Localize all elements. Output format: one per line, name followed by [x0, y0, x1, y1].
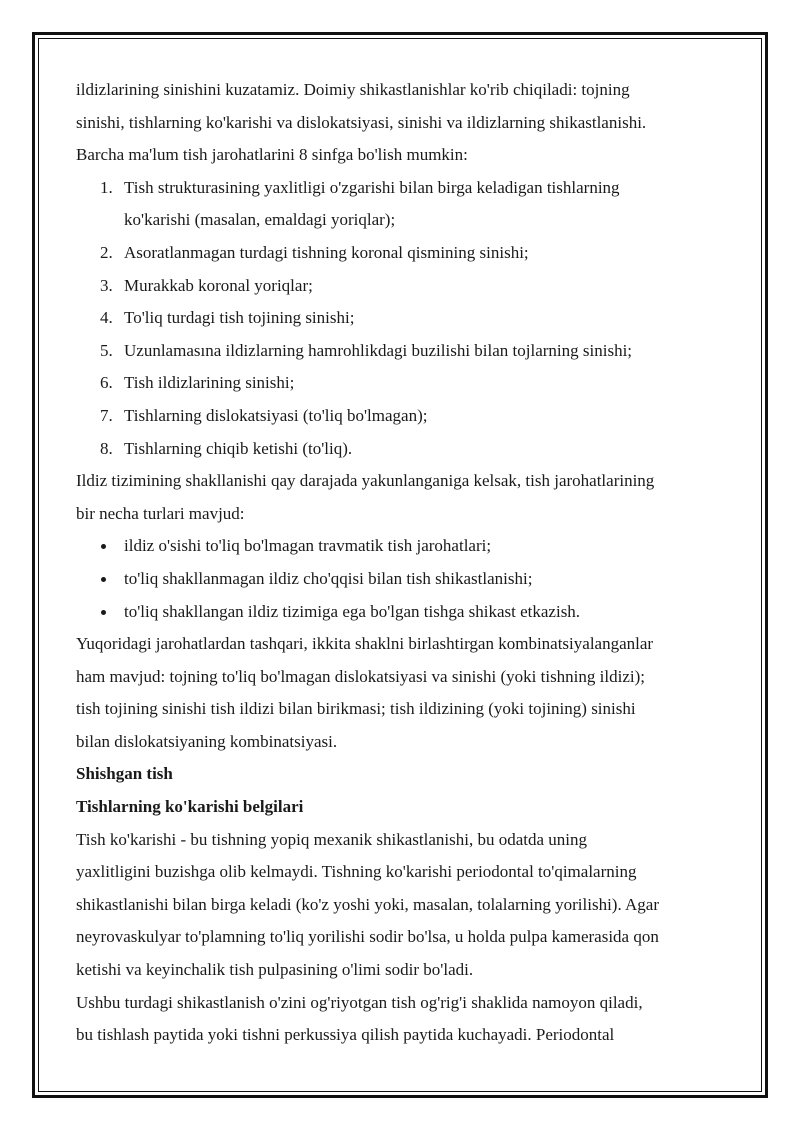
list-item [76, 433, 736, 466]
list-item [76, 530, 736, 563]
list-number: 7. [100, 405, 113, 425]
text-line: sinishi, tishlarning ko'karishi va dislokatsiyasi, sinishi va ildizlarning shikastlanishi. [76, 112, 647, 132]
list-item-text: ildiz o'sishi to'liq bo'lmagan travmatik tish jarohatlari; [124, 536, 492, 556]
list-item-text: Tishlarning dislokatsiyasi (to'liq bo'lmagan); [124, 405, 428, 425]
text-line: yaxlitligini buzishga olib kelmaydi. Tishning ko'karishi periodontal to'qimalarning [76, 862, 637, 882]
list-item-text: Murakkab koronal yoriqlar; [124, 275, 313, 295]
bullet-icon [101, 610, 106, 615]
subsection-heading: Tishlarning ko'karishi belgilari [76, 797, 304, 817]
paragraph-intro [76, 74, 736, 172]
text-line: Tish ko'karishi - bu tishning yopiq mexanik shikastlanishi, bu odatda uning [76, 829, 588, 849]
paragraph-root-formation [76, 465, 736, 530]
list-item [76, 596, 736, 629]
list-item-text: To'liq turdagi tish tojining sinishi; [124, 308, 355, 328]
list-number: 4. [100, 308, 113, 328]
text-line: tish tojining sinishi tish ildizi bilan birikmasi; tish ildizining (yoki tojining) sinishi [76, 699, 636, 719]
list-item-text: Tish strukturasining yaxlitligi o'zgarishi bilan birga keladigan tishlarning [124, 177, 620, 197]
bullet-icon [101, 577, 106, 582]
paragraph-symptoms [76, 987, 736, 1052]
section-heading: Shishgan tish [76, 764, 173, 784]
list-item [76, 400, 736, 433]
list-item [76, 563, 736, 596]
injury-classes-list [76, 172, 736, 465]
list-item [76, 335, 736, 368]
list-item-text: to'liq shakllangan ildiz tizimiga ega bo'lgan tishga shikast etkazish. [124, 601, 581, 621]
list-item-text: Tishlarning chiqib ketishi (to'liq). [124, 438, 353, 458]
list-number: 1. [100, 177, 113, 197]
text-line: bilan dislokatsiyaning kombinatsiyasi. [76, 731, 338, 751]
list-number: 5. [100, 340, 113, 360]
bullet-icon [101, 544, 106, 549]
list-number: 8. [100, 438, 113, 458]
injury-types-list [76, 530, 736, 628]
text-line: neyrovaskulyar to'plamning to'liq yorilishi sodir bo'lsa, u holda pulpa kamerasida qon [76, 927, 659, 947]
text-line: Yuqoridagi jarohatlardan tashqari, ikkita shaklni birlashtirgan kombinatsiyalanganlar [76, 634, 654, 654]
list-item [76, 270, 736, 303]
list-number: 3. [100, 275, 113, 295]
text-line: bir necha turlari mavjud: [76, 503, 245, 523]
text-line: shikastlanishi bilan birga keladi (ko'z yoshi yoki, masalan, tolalarning yorilishi). Agar [76, 894, 660, 914]
document-body [76, 74, 736, 1052]
list-item [76, 237, 736, 270]
list-item [76, 367, 736, 400]
list-item-text: to'liq shakllanmagan ildiz cho'qqisi bilan tish shikastlanishi; [124, 568, 533, 588]
list-item-text: Tish ildizlarining sinishi; [124, 373, 295, 393]
list-item [76, 302, 736, 335]
list-item-text: Uzunlamasına ildizlarning hamrohlikdagi buzilishi bilan tojlarning sinishi; [124, 340, 633, 360]
text-line: ham mavjud: tojning to'liq bo'lmagan dislokatsiyasi va sinishi (yoki tishning ildizi); [76, 666, 645, 686]
list-item-text: Asoratlanmagan turdagi tishning koronal qismining sinishi; [124, 242, 529, 262]
text-line: Ildiz tizimining shakllanishi qay darajada yakunlanganiga kelsak, tish jarohatlarining [76, 471, 655, 491]
paragraph-combined-injuries [76, 628, 736, 758]
text-line: Ushbu turdagi shikastlanish o'zini og'riyotgan tish og'rig'i shaklida namoyon qiladi, [76, 992, 643, 1012]
list-item-text: ko'karishi (masalan, emaldagi yoriqlar); [124, 210, 396, 230]
paragraph-contusion [76, 824, 736, 987]
text-line: bu tishlash paytida yoki tishni perkussiya qilish paytida kuchayadi. Periodontal [76, 1025, 615, 1045]
list-number: 2. [100, 242, 113, 262]
text-line: ildizlarining sinishini kuzatamiz. Doimiy shikastlanishlar ko'rib chiqiladi: tojning [76, 80, 630, 99]
list-number: 6. [100, 373, 113, 393]
text-line: ketishi va keyinchalik tish pulpasining o'limi sodir bo'ladi. [76, 960, 474, 980]
list-item [76, 172, 736, 237]
text-line: Barcha ma'lum tish jarohatlarini 8 sinfga bo'lish mumkin: [76, 145, 468, 165]
